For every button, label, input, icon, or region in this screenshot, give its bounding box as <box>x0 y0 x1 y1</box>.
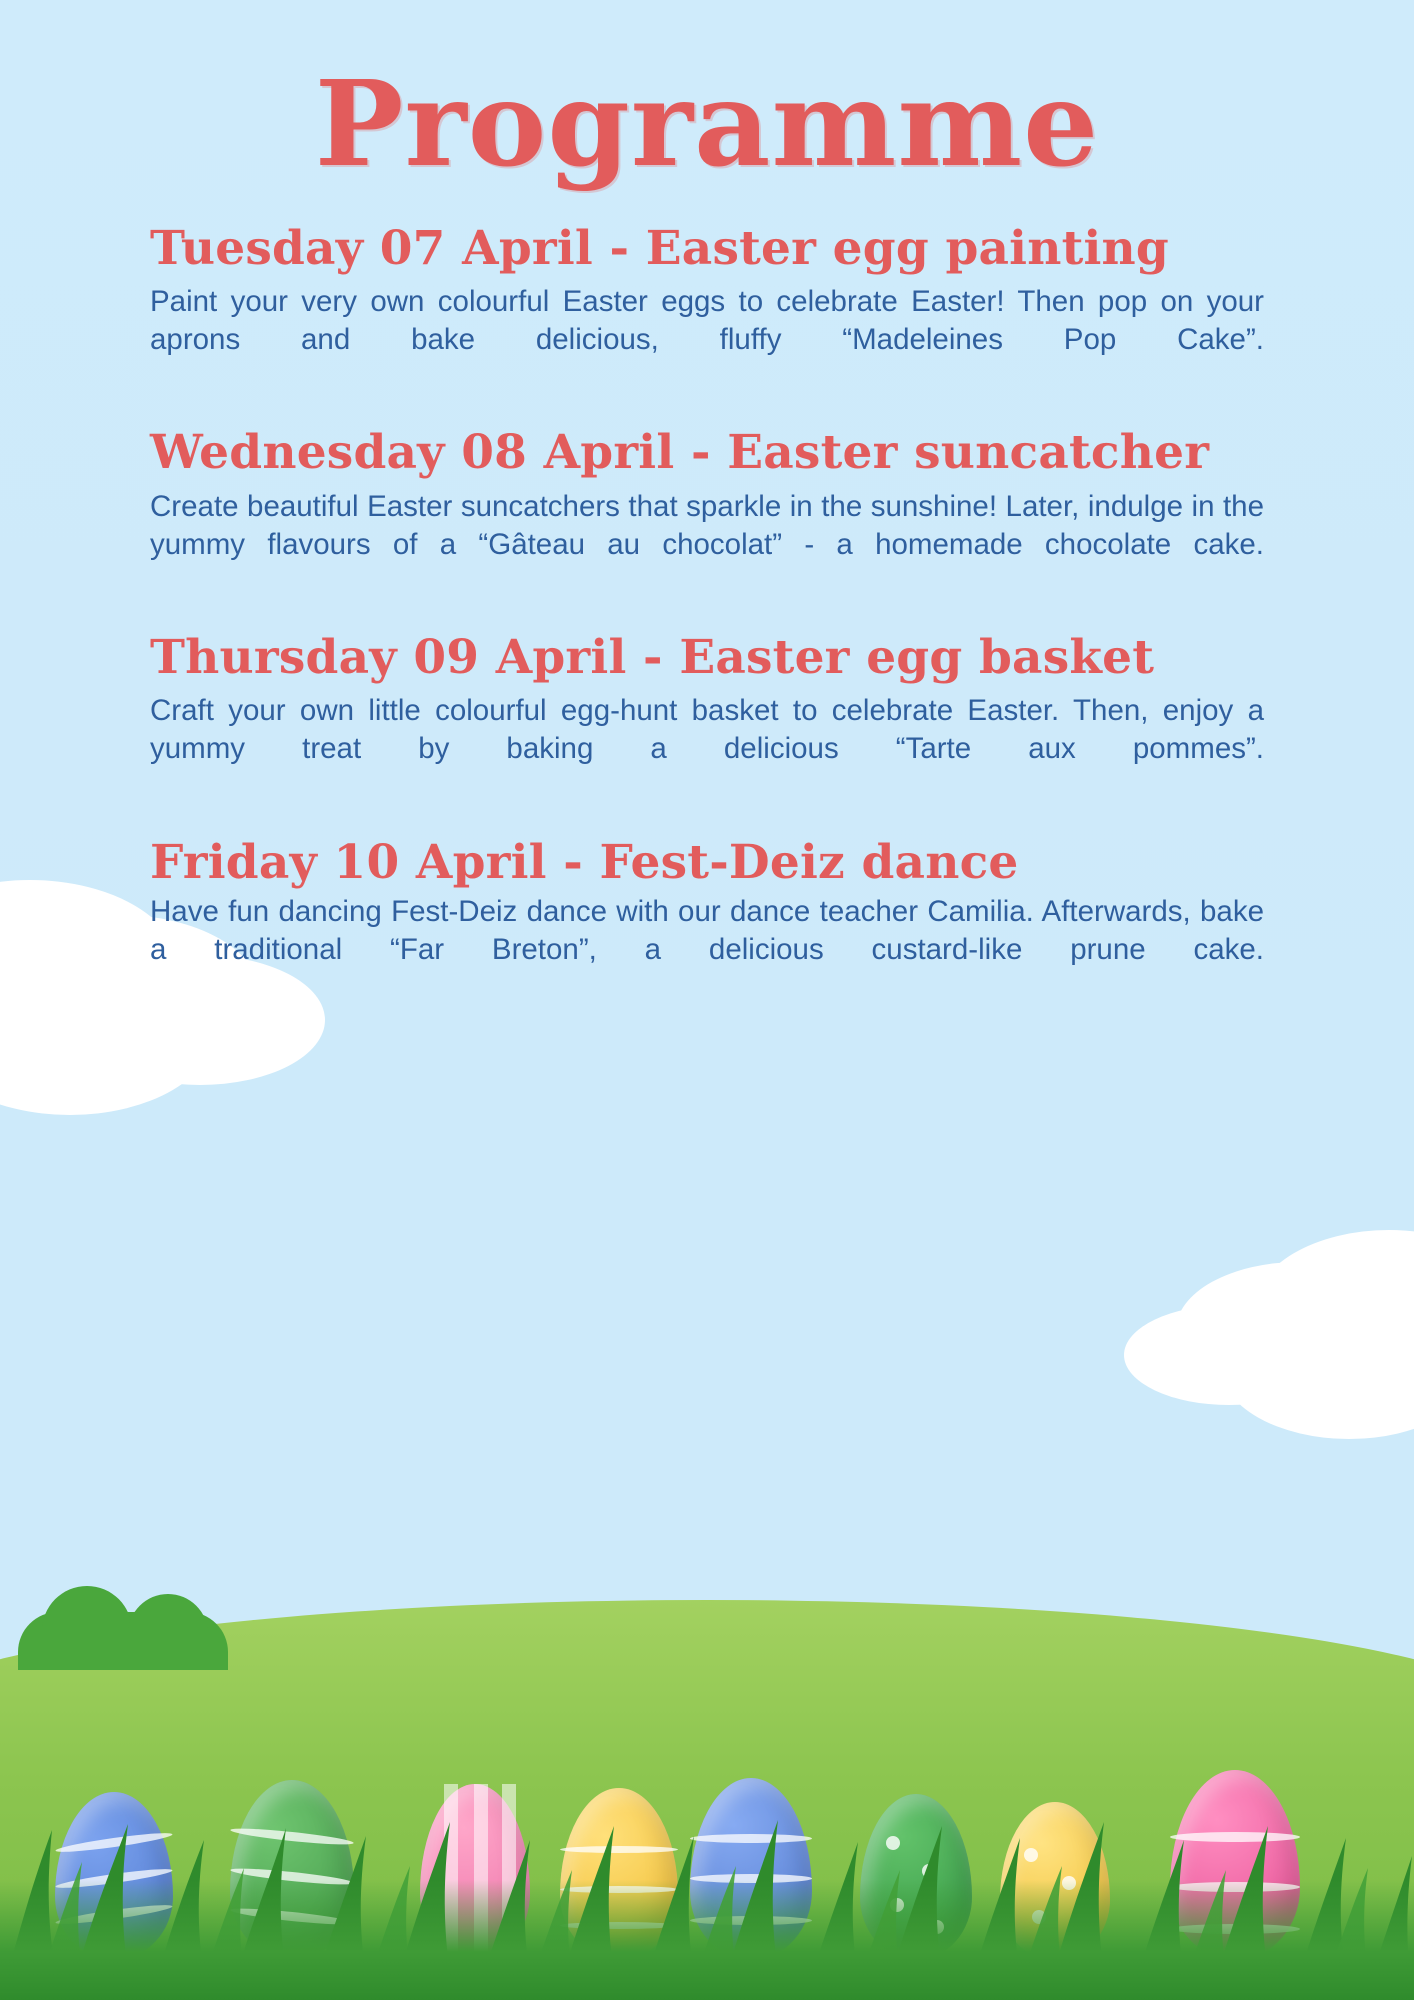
entry-heading: Tuesday 07 April - Easter egg painting <box>150 220 1169 276</box>
programme-entry <box>150 834 1264 1007</box>
page-title: Programme <box>314 54 1100 193</box>
grass-foreground <box>0 1880 1414 2000</box>
entry-heading: Wednesday 08 April - Easter suncatcher <box>150 425 1210 481</box>
entry-description: Craft your own little colourful egg-hunt basket to celebrate Easter. Then, enjoy a yummy treat by baking a delicious “Tarte aux pommes”. <box>150 694 1264 766</box>
programme-entry <box>150 424 1264 601</box>
entry-heading: Friday 10 April - Fest-Deiz dance <box>150 834 1019 890</box>
programme-entry <box>150 629 1264 806</box>
entry-description: Have fun dancing Fest-Deiz dance with our dance teacher Camilia. Afterwards, bake a traditional “Far Breton”, a delicious custard-like prune cake. <box>150 894 1264 966</box>
entry-heading: Thursday 09 April - Easter egg basket <box>150 630 1155 686</box>
bush-icon <box>18 1612 228 1670</box>
cloud-icon <box>1254 1230 1414 1390</box>
entry-description: Create beautiful Easter suncatchers that sparkle in the sunshine! Later, indulge in the yummy flavours of a “Gâteau au chocolat” - a homemade chocolate cake. <box>150 489 1264 561</box>
ground-scenery <box>0 1560 1414 2000</box>
programme-entry <box>150 220 1264 397</box>
entry-description: Paint your very own colourful Easter eggs to celebrate Easter! Then pop on your aprons and bake delicious, fluffy “Madeleines Pop Cake”. <box>150 285 1264 356</box>
